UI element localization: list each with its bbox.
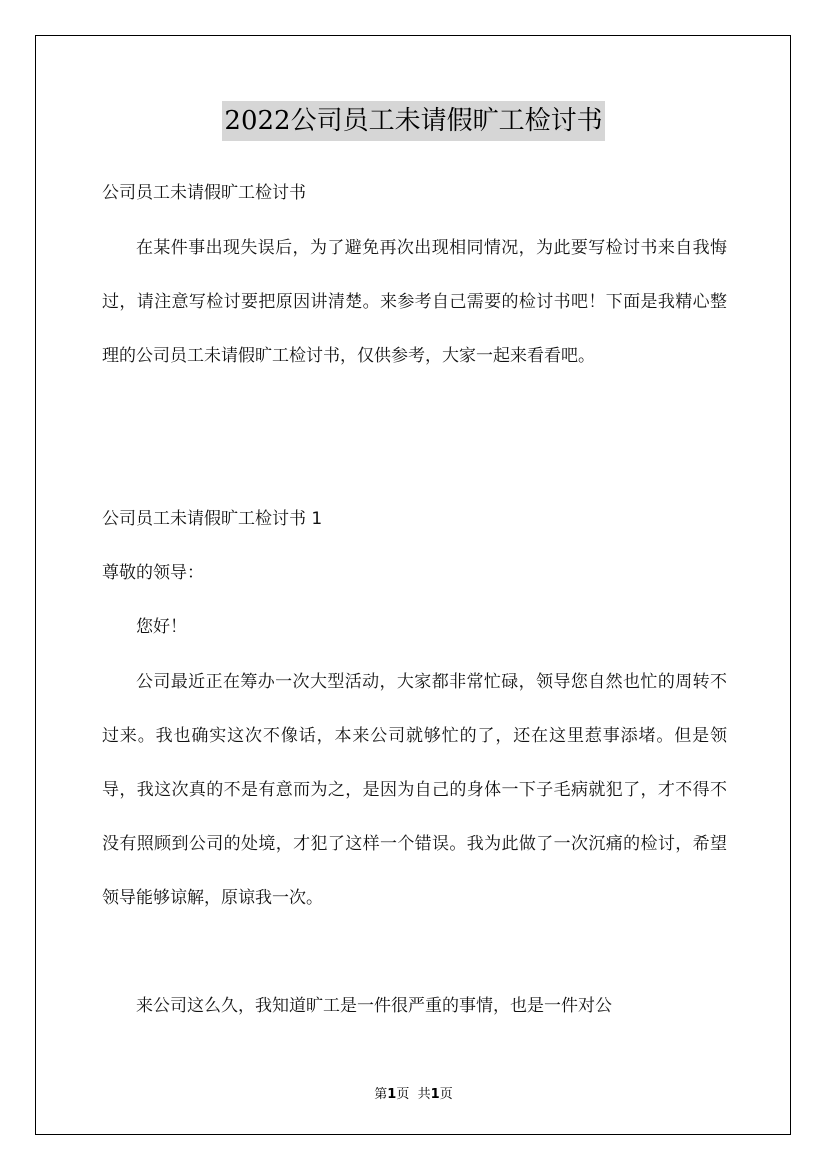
document-subtitle: 公司员工未请假旷工检讨书 [102,183,306,203]
body-paragraph-1: 公司最近正在筹办一次大型活动，大家都非常忙碌，领导您自然也忙的周转不过来。我也确实这次不像话，本来公司就够忙的了，还在这里惹事添堵。但是领导，我这次真的不是有意而为之，是因为自己的身体一下子毛病就犯了，才不得不没有照顾到公司的处境，才犯了这样一个错误。我为此做了一次沉痛的检讨，希望领导能够谅解，原谅我一次。 [102,672,727,908]
body-paragraph-2: 来公司这么久，我知道旷工是一件很严重的事情，也是一件对公 [136,996,612,1016]
page-suffix: 页 [396,1087,410,1102]
page-prefix: 第 [374,1087,388,1102]
greeting: 您好！ [136,617,187,637]
title-container [0,101,827,141]
document-title: 2022公司员工未请假旷工检讨书 [222,101,604,141]
section-title: 公司员工未请假旷工检讨书 1 [102,509,323,529]
salutation: 尊敬的领导： [102,563,204,583]
total-suffix: 页 [439,1087,453,1102]
intro-paragraph: 在某件事出现失误后，为了避免再次出现相同情况，为此要写检讨书来自我悔过，请注意写检讨要把原因讲清楚。来参考自己需要的检讨书吧！下面是我精心整理的公司员工未请假旷工检讨书，仅供参考，大家一起来看看吧。 [102,238,727,366]
total-prefix: 共 [417,1087,431,1102]
page-number: 1 [387,1087,397,1102]
total-pages: 1 [430,1087,440,1102]
page-footer [0,1083,827,1102]
